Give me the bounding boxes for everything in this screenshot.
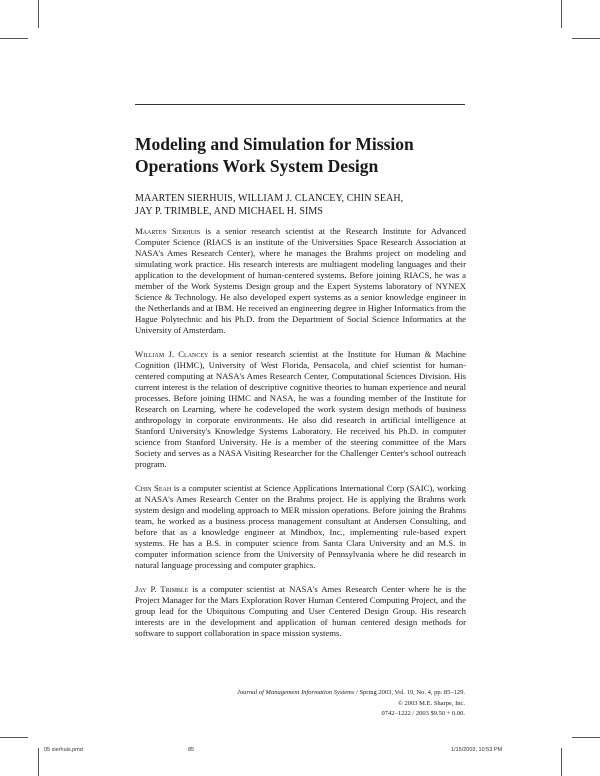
article-title: Modeling and Simulation for Mission Operations Work System Design [135,134,414,176]
citation-journal-line [135,688,465,699]
crop-mark [572,38,600,39]
crop-mark [561,748,562,776]
crop-mark [572,737,600,738]
slug-timestamp: 1/15/2003, 10:53 PM [451,747,503,753]
crop-mark [0,737,28,738]
author-bio [135,226,466,336]
crop-mark [0,38,28,39]
bio-text: is a computer scientist at Science Applications International Corp (SAIC), working at NASA's Ames Research Center on the Brahms project. He is applying the Brahms work system design and modeling approach to MER mission operations. Before joining the Brahms team, he worked as a business process management consultant at Andersen Consulting, and before that as a knowledge engineer at Mindbox, Inc., implementing rule-based expert systems. He has a B.S. in computer science from Santa Clara University and an M.S. in computer information science from the University of Pennsylvania where he did research in natural language processing and computer graphics. [135,483,466,570]
bio-author-name: Jay P. Trimble [135,584,189,594]
authors-line: JAY P. TRIMBLE, AND MICHAEL H. SIMS [135,206,324,217]
bio-author-name: Maarten Sierhuis [135,226,201,236]
slug-filename: 05 sierhuis.pmd [44,747,83,753]
bio-text: is a senior research scientist at the Research Institute for Advanced Computer Science (RIACS is an institute of the Universities Space Research Association at NASA's Ames Research Center), where he manages the Brahms project on modeling and simulating work practice. His research interests are multiagent modeling languages and their application to the development of human-centered systems. Before joining RIACS, he was a member of the Work Systems Design group and the Expert Systems laboratory of NYNEX Science & Technology. He also developed expert systems as a senior knowledge engineer in the Netherlands and at IBM. He received an engineering degree in Higher Informatics from the Hague Polytechnic and his Ph.D. from the Department of Social Science Informatics at the University of Amsterdam. [135,226,466,335]
citation-block [135,688,465,720]
author-bios [135,226,466,652]
bio-author-name: William J. Clancey [135,349,209,359]
author-bio [135,584,466,639]
crop-mark [561,0,562,28]
copyright-line: © 2003 M.E. Sharpe, Inc. [397,699,465,707]
authors-line: MAARTEN SIERHUIS, WILLIAM J. CLANCEY, CHIN SEAH, [135,193,404,204]
header-rule [135,104,465,105]
bio-text: is a senior research scientist at the Institute for Human & Machine Cognition (IHMC), University of West Florida, Pensacola, and chief scientist for human-centered computing at NASA's Ames Research Center, Computational Sciences Division. His current interest is the relation of descriptive cognitive theories to human experience and neural processes. Before joining IHMC and NASA, he was a founding member of the Institute for Research on Learning, where he codeveloped the work system design methods of business anthropology in corporate environments. He also did research in artificial intelligence at Stanford University's Knowledge Systems Laboratory. He received his Ph.D. in computer science from Stanford University. He is a member of the steering committee of the Mars Society and serves as a NASA Visiting Researcher for the Challenger Center's school outreach program. [135,349,466,469]
issn-line: 0742–1222 / 2003 $9.50 + 0.00. [381,710,465,717]
bio-text: is a computer scientist at NASA's Ames Research Center where he is the Project Manager for the Mars Exploration Rover Human Centered Computing Project, and the group lead for the Ubiquitous Computing and User Centered Design Group. His research interests are in the development and application of human centered design methods for software to support collaboration in space mission systems. [135,584,466,638]
crop-mark [38,0,39,28]
author-bio [135,349,466,470]
author-bio [135,483,466,571]
crop-mark [38,748,39,776]
author-list [135,192,475,218]
journal-name: Journal of Management Information Systems [237,689,355,696]
slug-page-number: 85 [188,747,195,753]
bio-author-name: Chin Seah [135,483,172,493]
journal-issue: / Spring 2003, Vol. 19, No. 4, pp. 85–129. [354,689,465,696]
